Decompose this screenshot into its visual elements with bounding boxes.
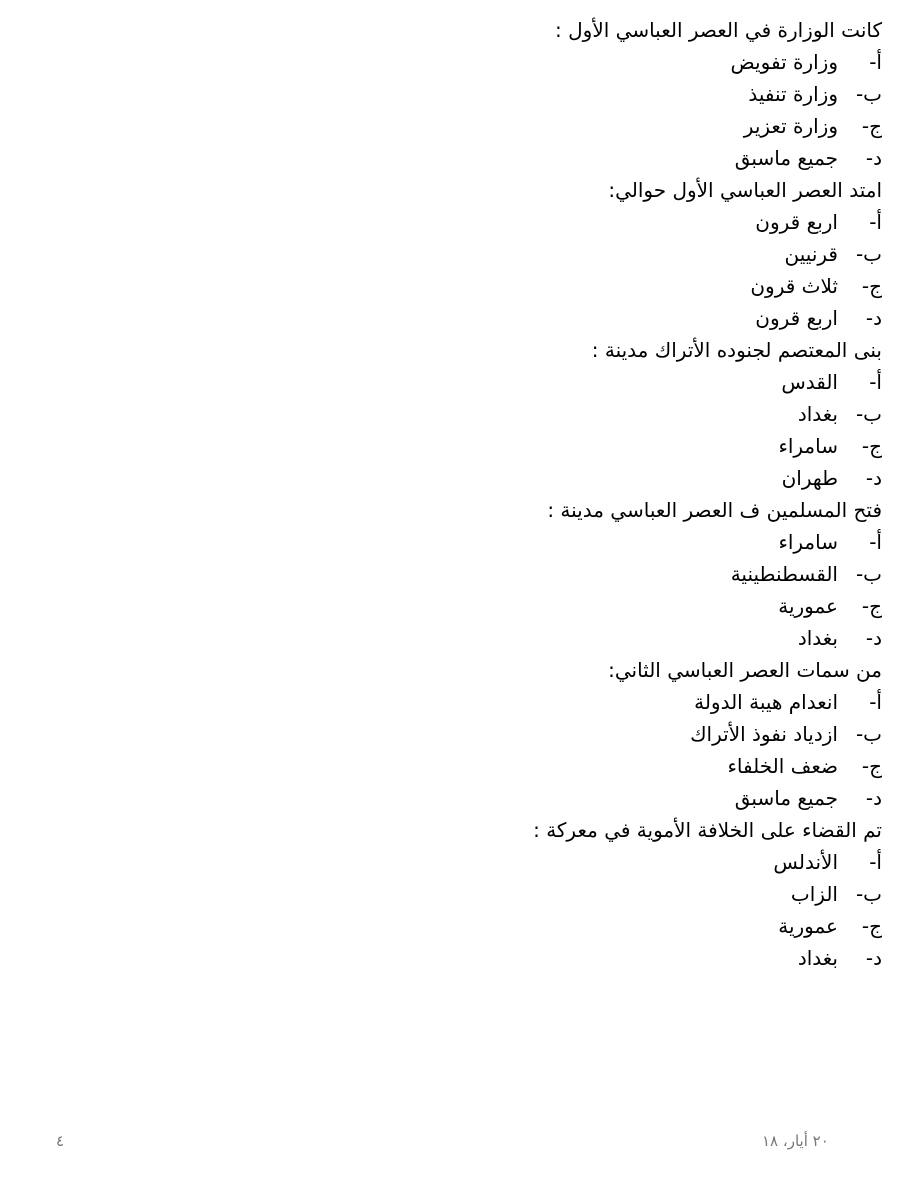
option-marker: أ- [869,690,882,714]
option-item [22,526,882,558]
question-2 [22,174,882,334]
option-marker: ج- [861,114,882,138]
option-item [22,46,882,78]
option-item [22,206,882,238]
option-item [22,846,882,878]
option-text: ازدياد نفوذ الأتراك [690,722,838,746]
option-item [22,78,882,110]
option-text: طهران [781,466,838,490]
option-marker: ج- [861,594,882,618]
options-list [22,366,882,494]
option-marker: ب- [855,722,882,746]
options-list [22,46,882,174]
option-text: بغداد [797,402,838,426]
option-marker: د- [865,946,882,970]
option-text: قرنيين [784,242,838,266]
option-item [22,750,882,782]
question-text: فتح المسلمين ف العصر العباسي مدينة : [547,498,882,522]
options-list [22,846,882,974]
option-text: الأندلس [773,850,838,874]
question-text: من سمات العصر العباسي الثاني: [608,658,882,682]
question-5 [22,654,882,814]
option-marker: ج- [861,754,882,778]
option-marker: أ- [869,530,882,554]
option-text: الزاب [790,882,838,906]
option-marker: ج- [861,434,882,458]
quiz-content [22,14,882,974]
option-text: بغداد [797,946,838,970]
option-text: عمورية [778,914,838,938]
option-text: ضعف الخلفاء [727,754,838,778]
options-list [22,526,882,654]
question-text: كانت الوزارة في العصر العباسي الأول : [555,18,882,42]
footer-date: ٢٠ أيار، ١٨ [762,1132,829,1150]
option-text: القسطنطينية [730,562,838,586]
option-item [22,270,882,302]
options-list [22,686,882,814]
question-text: بنى المعتصم لجنوده الأتراك مدينة : [591,338,882,362]
option-marker: أ- [869,850,882,874]
option-marker: أ- [869,370,882,394]
question-text: تم القضاء على الخلافة الأموية في معركة : [533,818,882,842]
option-marker: د- [865,466,882,490]
question-1 [22,14,882,174]
option-marker: ب- [855,562,882,586]
option-item [22,878,882,910]
option-text: سامراء [778,530,838,554]
option-text: اربع قرون [755,210,838,234]
option-item [22,782,882,814]
option-item [22,398,882,430]
option-item [22,718,882,750]
option-item [22,238,882,270]
option-marker: أ- [869,210,882,234]
page-number: ٤ [56,1132,65,1150]
option-item [22,430,882,462]
question-4 [22,494,882,654]
option-item [22,142,882,174]
option-text: انعدام هيبة الدولة [694,690,838,714]
option-marker: د- [865,146,882,170]
option-item [22,622,882,654]
option-marker: أ- [869,50,882,74]
question-text: امتد العصر العباسي الأول حوالي: [608,178,882,202]
option-marker: ب- [855,242,882,266]
option-item [22,110,882,142]
option-marker: د- [865,306,882,330]
option-text: ثلاث قرون [750,274,838,298]
option-item [22,302,882,334]
option-item [22,462,882,494]
option-marker: ب- [855,402,882,426]
option-text: اربع قرون [755,306,838,330]
option-text: وزارة تعزير [743,114,838,138]
option-item [22,686,882,718]
option-text: وزارة تفويض [730,50,838,74]
option-text: عمورية [778,594,838,618]
option-text: جميع ماسبق [734,146,838,170]
option-item [22,590,882,622]
option-text: سامراء [778,434,838,458]
option-marker: ج- [861,274,882,298]
option-marker: ج- [861,914,882,938]
option-item [22,910,882,942]
option-marker: ب- [855,82,882,106]
option-marker: د- [865,626,882,650]
option-text: وزارة تنفيذ [748,82,838,106]
option-item [22,942,882,974]
question-6 [22,814,882,974]
question-3 [22,334,882,494]
option-text: جميع ماسبق [734,786,838,810]
option-item [22,366,882,398]
options-list [22,206,882,334]
option-text: بغداد [797,626,838,650]
option-marker: د- [865,786,882,810]
option-item [22,558,882,590]
option-text: القدس [781,370,838,394]
option-marker: ب- [855,882,882,906]
